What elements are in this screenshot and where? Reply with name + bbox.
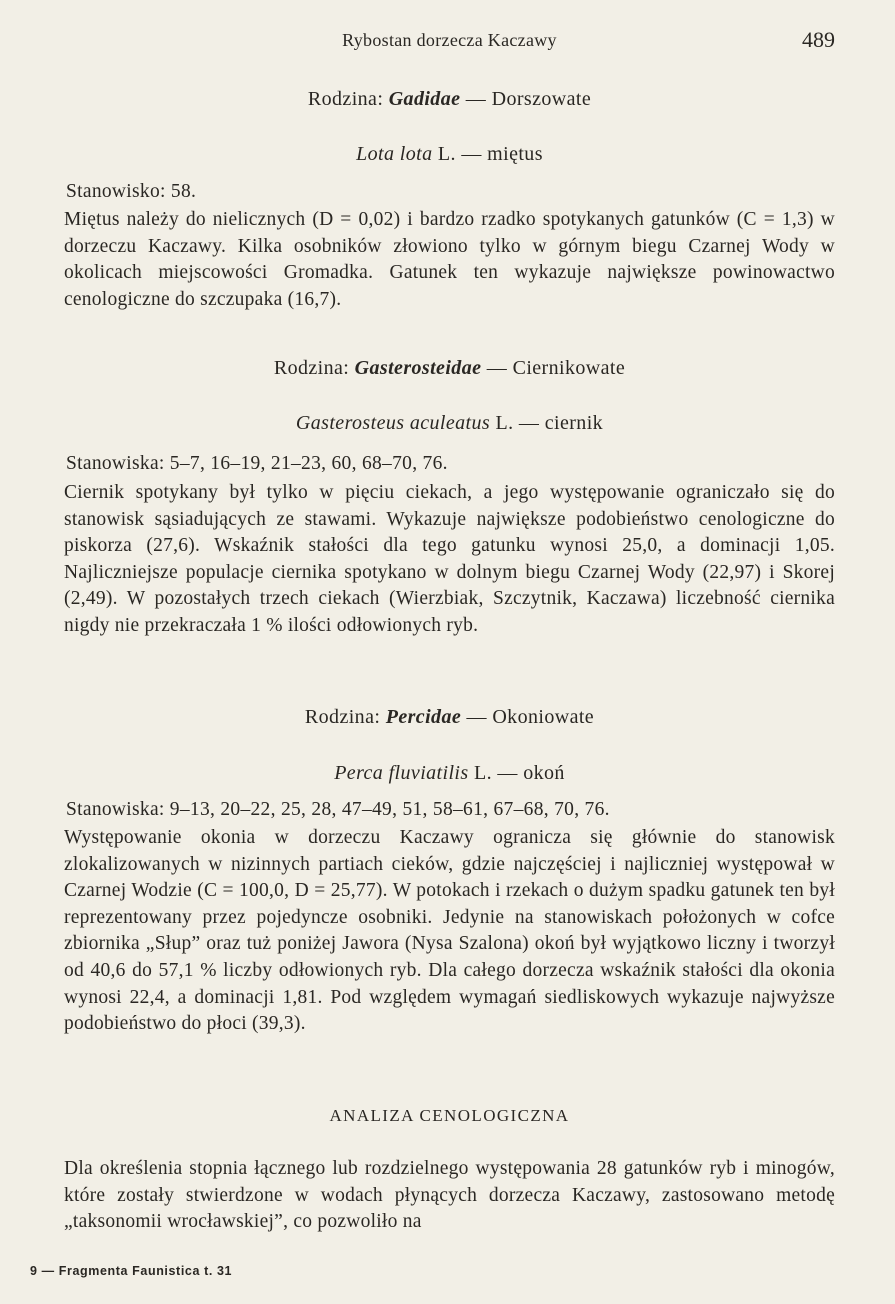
species-latin: Gasterosteus aculeatus <box>295 412 491 434</box>
family-latin: Gadidae <box>388 88 461 110</box>
species-heading-perca <box>64 762 835 785</box>
family-latin: Gasterosteidae <box>354 357 482 379</box>
species-polish: — okoń <box>497 762 565 784</box>
species-author: L. <box>495 412 514 434</box>
species-latin: Lota lota <box>356 143 433 165</box>
page-number: 489 <box>802 27 835 52</box>
paragraph-gadidae: Miętus należy do nielicznych (D = 0,02) i bardzo rzadko spotykanych gatunków (C = 1,3) w dorzeczu Kaczawy. Kilka osobników złowiono tylko w górnym biegu Czarnej Wody w okolicach miejscowości Gromadka. Gatunek ten wykazuje największe powinowactwo cenologiczne do szczupaka (16,7). <box>64 209 835 310</box>
paragraph-gasterosteidae: Ciernik spotykany był tylko w pięciu ciekach, a jego występowanie ograniczało się do stanowisk sąsiadujących ze stawami. Wykazuje największe podobieństwo cenologiczne do piskorza (27,6). Wskaźnik stałości dla tego gatunku wynosi 25,0, a dominacji 1,05. Najliczniejsze populacje ciernika spotykano w dolnym biegu Czarnej Wody (22,97) i Skorej (2,49). W pozostałych trzech ciekach (Wierzbiak, Szczytnik, Kaczawa) liczebność ciernika nigdy nie przekraczała 1 % ilości odłowionych ryb. <box>64 482 835 636</box>
stations-percidae: Stanowiska: 9–13, 20–22, 25, 28, 47–49, 51, 58–61, 67–68, 70, 76. <box>66 799 610 820</box>
species-heading-gasterosteus <box>64 412 835 435</box>
family-prefix: Rodzina: <box>273 357 350 379</box>
family-prefix: Rodzina: <box>307 88 384 110</box>
species-latin: Perca fluviatilis <box>334 762 469 784</box>
stations-gadidae: Stanowisko: 58. <box>66 181 197 202</box>
species-author: L. <box>437 143 456 165</box>
family-prefix: Rodzina: <box>304 706 381 728</box>
family-polish: — Okoniowate <box>466 706 595 728</box>
paragraph-analysis: Dla określenia stopnia łącznego lub rozdzielnego występowania 28 gatunków ryb i minogów, które zostały stwierdzone w wodach płynących dorzecza Kaczawy, zastosowano metodę „taksonomii wrocławskiej”, co pozwoliło na <box>64 1158 835 1233</box>
page-header <box>64 27 835 60</box>
family-latin: Percidae <box>385 706 462 728</box>
family-polish: — Ciernikowate <box>486 357 626 379</box>
family-heading-gasterosteidae <box>64 357 835 380</box>
section-title-analysis: ANALIZA CENOLOGICZNA <box>329 1106 570 1125</box>
species-polish: — miętus <box>461 143 543 165</box>
page-footer: 9 — Fragmenta Faunistica t. 31 <box>30 1264 233 1278</box>
stations-gasterosteidae: Stanowiska: 5–7, 16–19, 21–23, 60, 68–70, 76. <box>66 453 448 474</box>
running-title: Rybostan dorzecza Kaczawy <box>342 30 557 50</box>
species-author: L. <box>473 762 492 784</box>
family-heading-percidae <box>64 706 835 729</box>
family-heading-gadidae <box>64 88 835 111</box>
paragraph-percidae: Występowanie okonia w dorzeczu Kaczawy ogranicza się głównie do stanowisk zlokalizowanych w nizinnych partiach cieków, gdzie najczęściej i najliczniej występował w Czarnej Wodzie (C = 100,0, D = 25,77). W potokach i rzekach o dużym spadku gatunek ten był reprezentowany przez pojedyncze osobniki. Jedynie na stanowiskach położonych w cofce zbiornika „Słup” oraz tuż poniżej Jawora (Nysa Szalona) okoń był wyjątkowo liczny i tworzył od 40,6 do 57,1 % liczby odłowionych ryb. Dla całego dorzecza wskaźnik stałości dla okonia wynosi 22,4, a dominacji 1,81. Pod względem wymagań siedliskowych wykazuje najwyższe podobieństwo do płoci (39,3). <box>64 827 835 1035</box>
species-heading-lota <box>64 143 835 166</box>
species-polish: — ciernik <box>518 412 604 434</box>
family-polish: — Dorszowate <box>465 88 592 110</box>
